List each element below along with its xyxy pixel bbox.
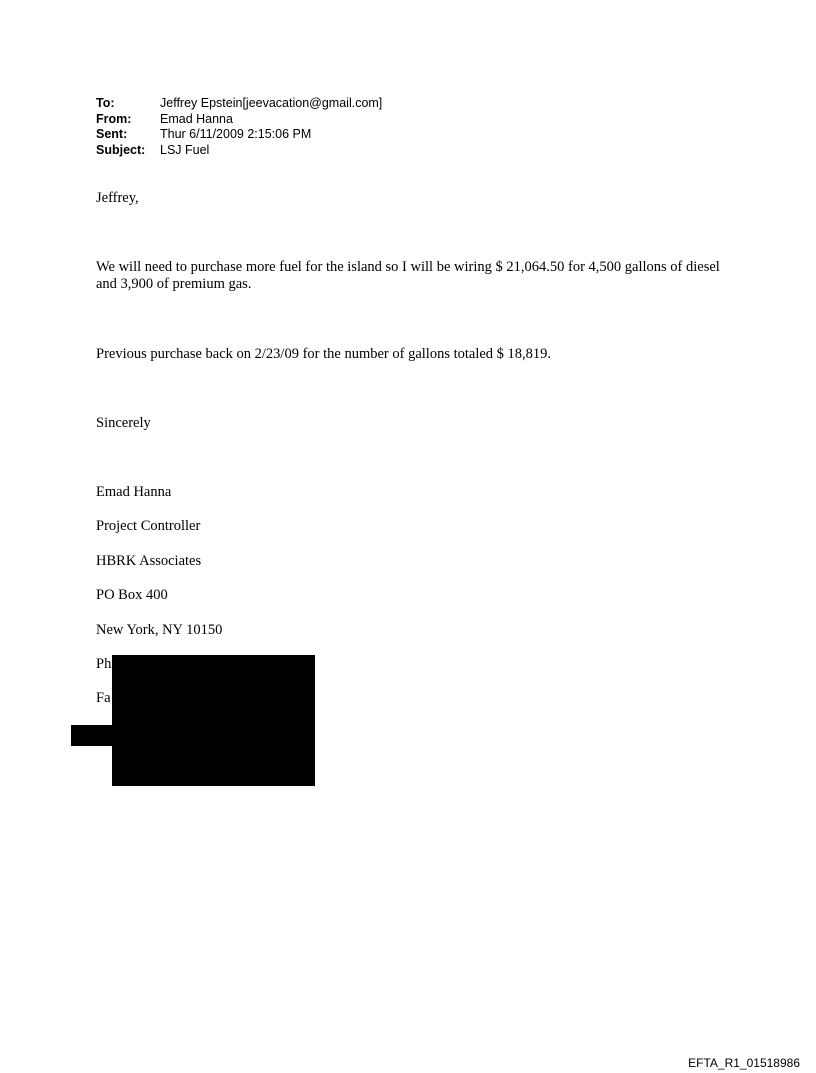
signature-company: HBRK Associates: [96, 553, 202, 569]
document-id: EFTA_R1_01518986: [688, 1056, 800, 1070]
subject-label: Subject:: [96, 142, 146, 157]
signature-address-line-2: New York, NY 10150: [96, 622, 223, 638]
paragraph-fuel-purchase: We will need to purchase more fuel for the island so I will be wiring $ 21,064.50 for 4,500 gallons of diesel and 3,900 of premium gas.: [96, 259, 720, 292]
from-value: Emad Hanna: [160, 111, 233, 126]
sent-label: Sent:: [96, 127, 128, 141]
redaction-box: [112, 655, 315, 786]
signature-address-line-1: PO Box 400: [96, 587, 168, 603]
greeting: Jeffrey,: [96, 190, 139, 206]
sent-value: Thur 6/11/2009 2:15:06 PM: [160, 127, 312, 141]
signature-phone-partial: Ph: [96, 656, 112, 672]
signature-fax-partial: Fa: [96, 690, 111, 706]
sent-row: [96, 127, 382, 143]
redaction-box-left: [71, 725, 116, 746]
to-row: [96, 96, 382, 112]
to-label: To:: [96, 96, 115, 110]
subject-row: [96, 143, 382, 159]
paragraph-previous-purchase: Previous purchase back on 2/23/09 for the number of gallons totaled $ 18,819.: [96, 346, 552, 362]
from-label: From:: [96, 111, 132, 126]
signature-title: Project Controller: [96, 518, 201, 534]
closing: Sincerely: [96, 415, 151, 431]
signature-name: Emad Hanna: [96, 484, 172, 500]
email-header: [96, 96, 382, 158]
subject-value: LSJ Fuel: [160, 142, 210, 157]
to-value: Jeffrey Epstein[jeevacation@gmail.com]: [160, 96, 383, 110]
from-row: [96, 112, 382, 128]
